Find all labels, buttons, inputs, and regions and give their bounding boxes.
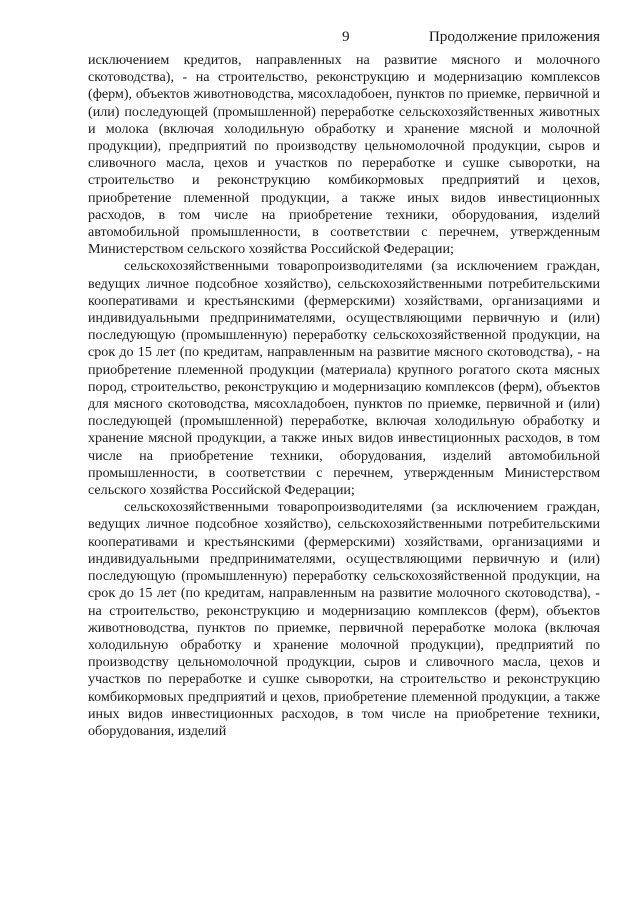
paragraph-continued: исключением кредитов, направленных на развитие мясного и молочного скотоводства), - на строительство, реконструкцию и модернизацию комплексов (ферм), объектов животноводства, мясохладобоен, пунктов по приемке, первичной и (или) последующей (промышленной) переработке сельскохозяйственных животных и молока (включая холодильную обработку и хранение мясной и молочной продукции), предприятий по производству цельномолочной продукции, сыров и сливочного масла, цехов и участков по переработке и сушке сыворотки, на строительство и реконструкцию комбикормовых предприятий и цехов, приобретение племенной продукции, а также иных видов инвестиционных расходов, в том числе на приобретение техники, оборудования, изделий автомобильной промышленности, в соответствии с перечнем, утвержденным Министерством сельского хозяйства Российской Федерации; — [88, 52, 600, 258]
page-number: 9 — [342, 28, 350, 45]
paragraph-meat-cattle: сельскохозяйственными товаропроизводителями (за исключением граждан, ведущих личное подсобное хозяйство), сельскохозяйственными потребительскими кооперативами и крестьянскими (фермерскими) хозяйствами, организациями и индивидуальными предпринимателями, осуществляющими первичную и (или) последующую (промышленную) переработку сельскохозяйственной продукции, на срок до 15 лет (по кредитам, направленным на развитие мясного скотоводства), - на приобретение племенной продукции (материала) крупного рогатого скота мясных пород, строительство, реконструкцию и модернизацию комплексов (ферм), объектов для мясного скотоводства, мясохладобоен, пунктов по приемке, первичной и (или) последующей (промышленной) переработке, включая холодильную обработку и хранение мясной продукции, а также иных видов инвестиционных расходов, в том числе на приобретение техники, оборудования, изделий автомобильной промышленности, в соответствии с перечнем, утвержденным Министерством сельского хозяйства Российской Федерации; — [88, 258, 600, 499]
running-head: Продолжение приложения — [428, 28, 600, 45]
page-header — [88, 28, 600, 46]
paragraph-dairy-cattle: сельскохозяйственными товаропроизводителями (за исключением граждан, ведущих личное подсобное хозяйство), сельскохозяйственными потребительскими кооперативами и крестьянскими (фермерскими) хозяйствами, организациями и индивидуальными предпринимателями, осуществляющими первичную и (или) последующую (промышленную) переработку сельскохозяйственной продукции, на срок до 15 лет (по кредитам, направленным на развитие молочного скотоводства), - на строительство, реконструкцию и модернизацию комплексов (ферм), объектов животноводства, пунктов по приемке, первичной переработке молока (включая холодильную обработку и хранение молочной продукции), предприятий по производству цельномолочной продукции, сыров и сливочного масла, цехов и участков по переработке и сушке сыворотки, на строительство и реконструкцию комбикормовых предприятий и цехов, приобретение племенной продукции, а также иных видов инвестиционных расходов, в том числе на приобретение техники, оборудования, изделий — [88, 499, 600, 739]
body-text — [88, 52, 600, 740]
